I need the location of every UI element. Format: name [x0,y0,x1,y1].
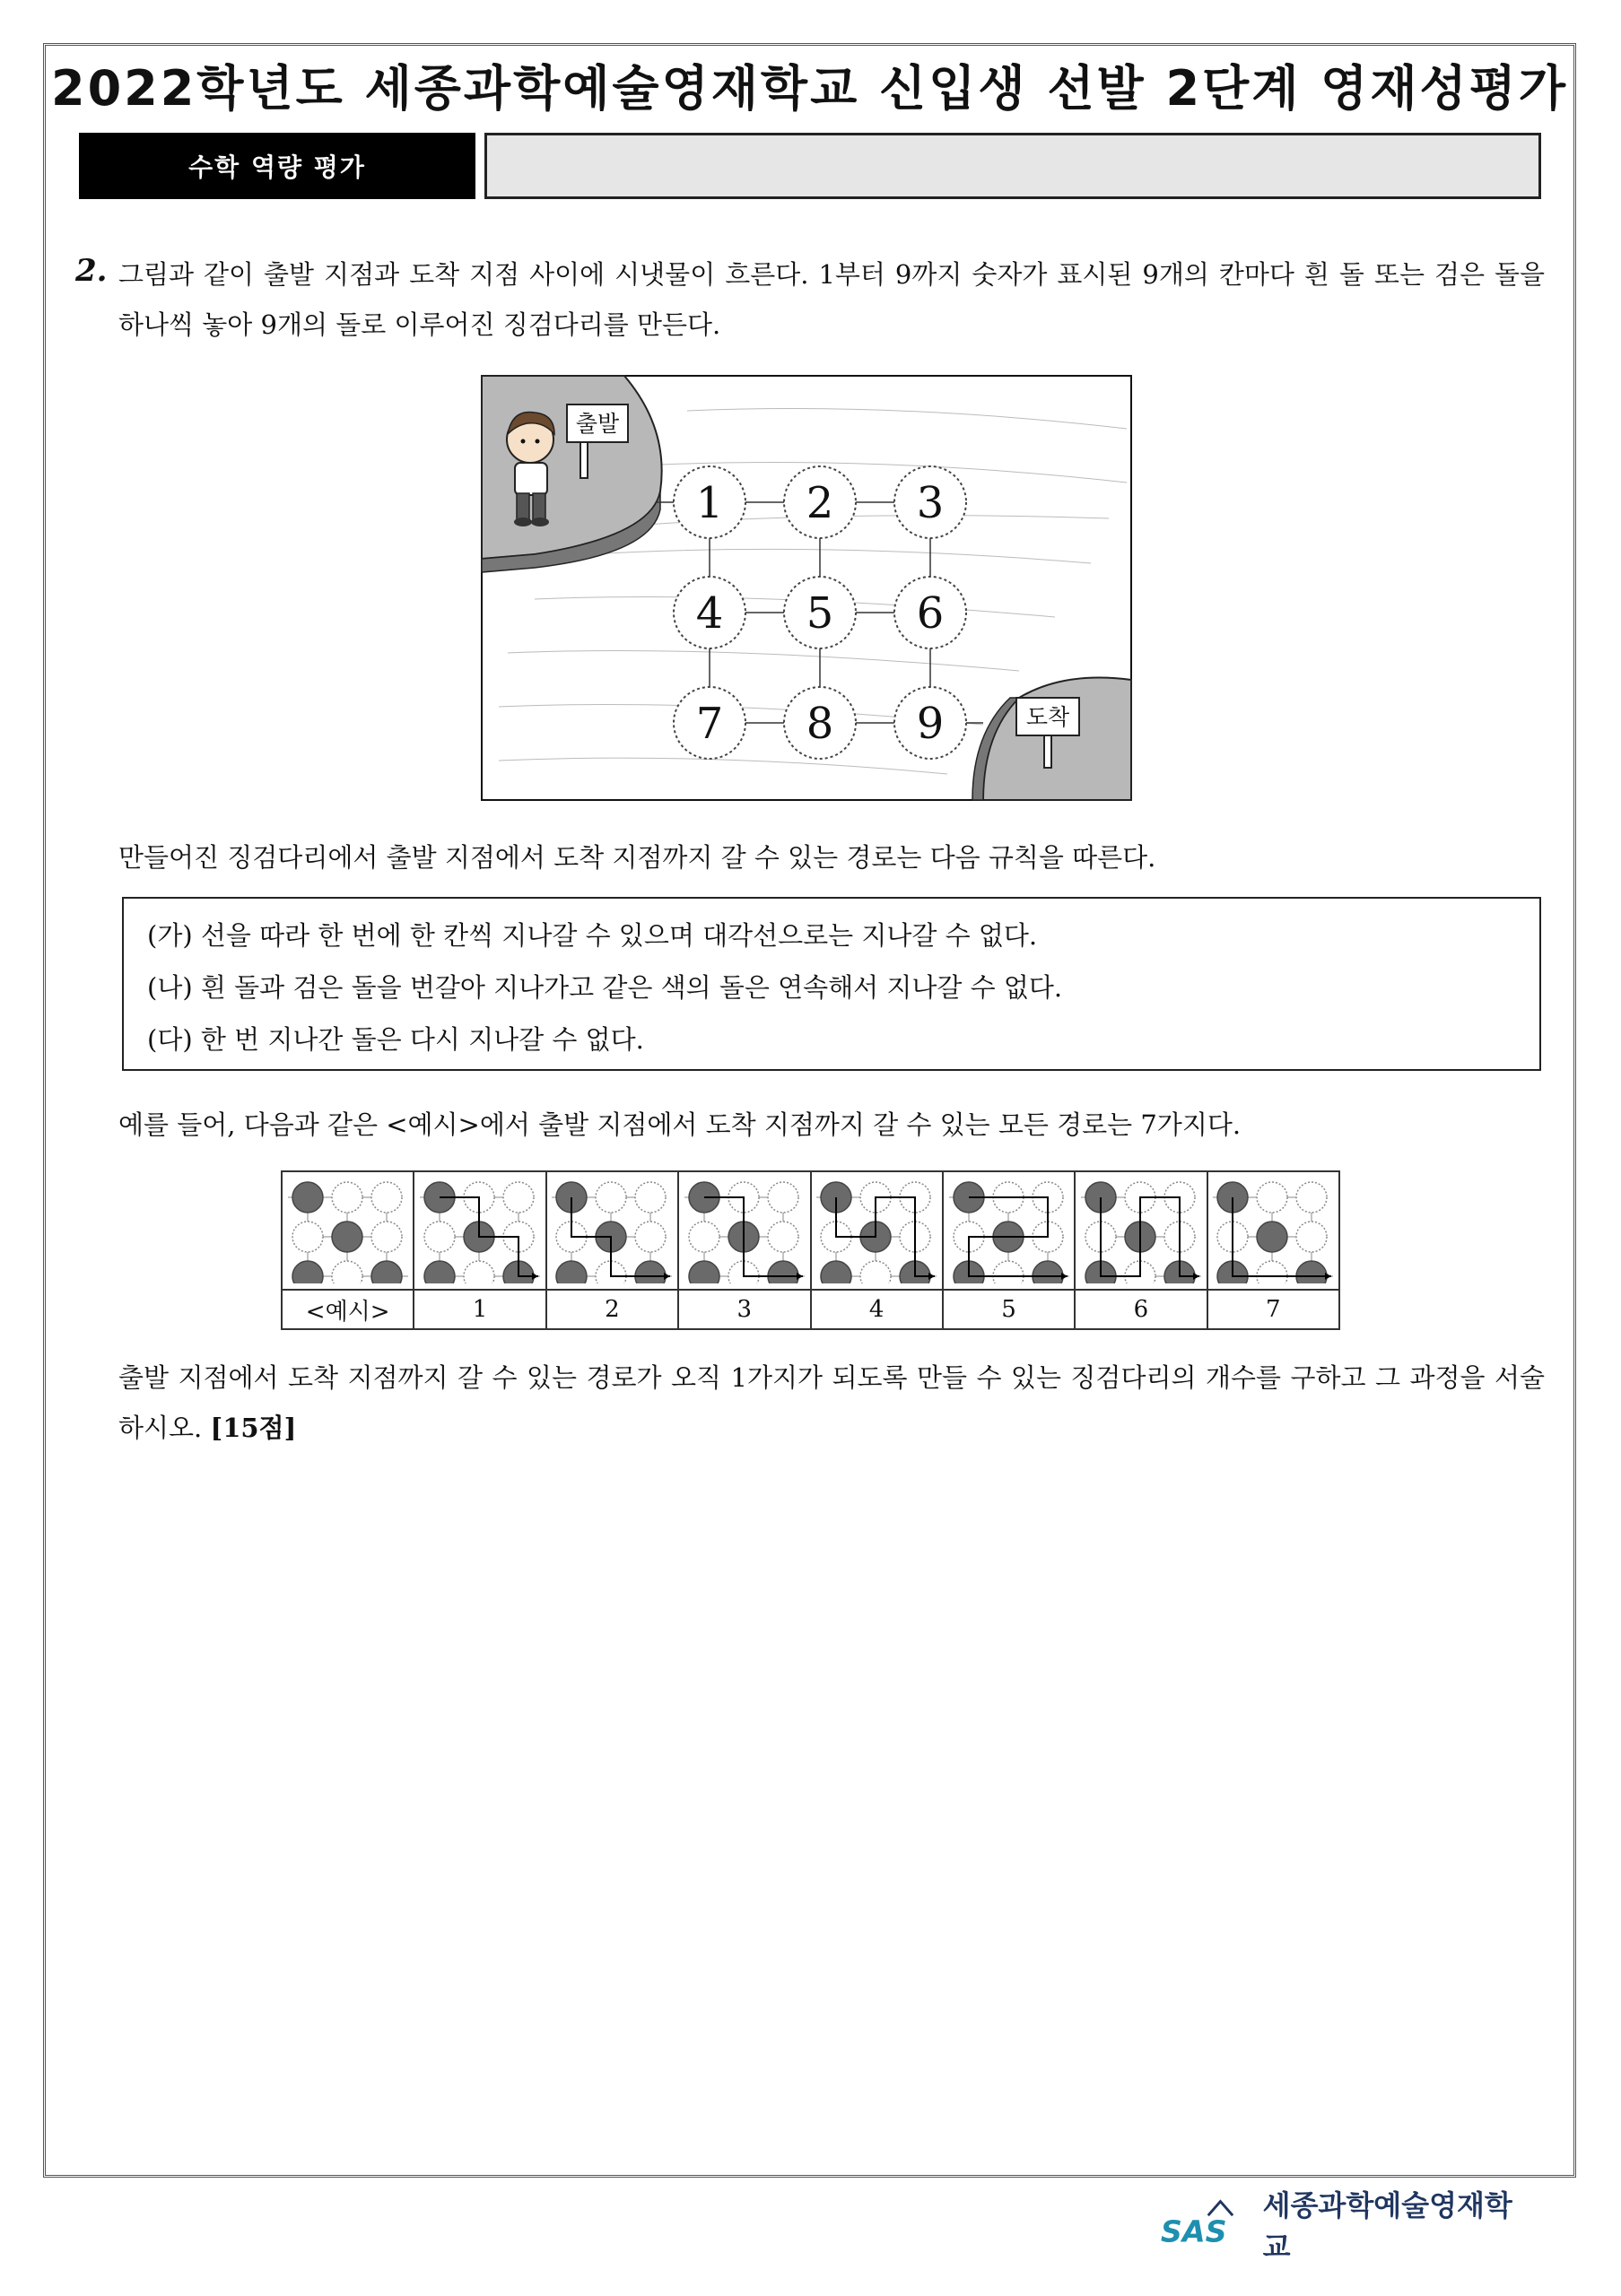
task-score: [15점] [210,1413,297,1443]
black-stone [689,1261,719,1283]
route-arrow-icon [1193,1273,1199,1280]
task-text [118,1352,1545,1453]
sas-logo-icon [1157,2197,1254,2251]
white-stone [424,1222,455,1252]
stone-cell-8 [784,687,856,759]
example-cell [414,1172,546,1328]
rules-box [122,897,1541,1071]
route-arrow-icon [532,1273,538,1280]
white-stone [332,1182,362,1213]
stepping-stone-illustration [481,375,1132,801]
question-intro: 그림과 같이 출발 지점과 도착 지점 사이에 시냇물이 흐른다. 1부터 9까지 숫자가 표시된 9개의 칸마다 흰 돌 또는 검은 돌을 하나씩 놓아 9개의 돌로 이루어진 징검다리를 만든다. [118,259,1545,340]
stone-cell-5 [784,577,856,648]
white-stone [371,1222,402,1252]
rules-intro: 만들어진 징검다리에서 출발 지점에서 도착 지점까지 갈 수 있는 경로는 다음 규칙을 따른다. [118,842,1156,873]
example-grid-6 [1079,1178,1203,1283]
route-arrow-icon [1325,1273,1331,1280]
example-grid-7 [1211,1178,1335,1283]
route-arrow-icon [928,1273,935,1280]
stone-number: 6 [916,588,945,639]
black-stone [424,1261,455,1283]
stone-number: 1 [695,478,724,528]
example-grid-1 [418,1178,542,1283]
school-logo [1157,2188,1534,2264]
example-cell [1208,1172,1338,1328]
example-grid-5 [947,1178,1071,1283]
page-title: 2022학년도 세종과학예술영재학교 신입생 선발 2단계 영재성평가 [51,60,1568,117]
white-stone [332,1261,362,1283]
rule-da: (다) 한 번 지나간 돌은 다시 지나갈 수 없다. [147,1024,644,1055]
white-stone [1257,1182,1287,1213]
section-tag: 수학 역량 평가 [79,133,475,199]
example-grid-0 [286,1178,410,1283]
example-label: 5 [944,1289,1074,1328]
stone-cell-6 [894,577,966,648]
example-label: 4 [812,1289,942,1328]
black-stone [1296,1261,1327,1283]
example-cell [283,1172,414,1328]
stone-cell-2 [784,466,856,538]
white-stone [1296,1222,1327,1252]
white-stone [292,1222,323,1252]
white-stone [596,1182,626,1213]
svg-text:도착: 도착 [1025,704,1070,730]
stone-cell-4 [674,577,745,648]
stone-number: 8 [806,699,834,749]
example-cell [1076,1172,1207,1328]
svg-text:출발: 출발 [575,411,620,437]
black-stone [635,1261,666,1283]
school-name: 세종과학예술영재학교 [1262,2188,1512,2264]
question-number: 2. [75,253,108,289]
black-stone [821,1261,851,1283]
stone-cell-1 [674,466,745,538]
route-arrow-icon [797,1273,803,1280]
example-grid-2 [550,1178,674,1283]
example-cell [547,1172,679,1328]
white-stone [768,1182,798,1213]
example-table [281,1170,1340,1330]
example-cell [944,1172,1076,1328]
example-label: 6 [1076,1289,1206,1328]
route-arrow-icon [1061,1273,1068,1280]
black-stone [768,1261,798,1283]
black-stone [332,1222,362,1252]
white-stone [993,1261,1024,1283]
black-stone [292,1182,323,1213]
example-intro: 예를 들어, 다음과 같은 <예시>에서 출발 지점에서 도착 지점까지 갈 수 있는 모든 경로는 7가지다. [118,1109,1242,1140]
black-stone [292,1261,323,1283]
white-stone [635,1182,666,1213]
section-blank-box [484,133,1541,199]
stone-cell-9 [894,687,966,759]
stone-number: 9 [916,699,945,749]
white-stone [689,1222,719,1252]
rule-na: (나) 흰 돌과 검은 돌을 번갈아 지나가고 같은 색의 돌은 연속해서 지나갈 수 없다. [147,972,1063,1003]
example-grid-3 [683,1178,806,1283]
example-label: 1 [414,1289,545,1328]
example-label: 3 [679,1289,809,1328]
stone-cell-3 [894,466,966,538]
stone-number: 4 [695,588,724,639]
example-label: 2 [547,1289,677,1328]
white-stone [503,1182,534,1213]
white-stone [1296,1182,1327,1213]
example-label: <예시> [283,1289,413,1328]
stone-number: 2 [806,478,834,528]
white-stone [464,1261,494,1283]
stone-number: 7 [695,699,724,749]
black-stone [1033,1261,1063,1283]
white-stone [860,1261,891,1283]
white-stone [1257,1261,1287,1283]
stone-number: 5 [806,588,834,639]
black-stone [556,1261,587,1283]
black-stone [371,1261,402,1283]
svg-text:SAS: SAS [1160,2213,1227,2249]
example-cell [679,1172,811,1328]
example-label: 7 [1208,1289,1338,1328]
task-body: 출발 지점에서 도착 지점까지 갈 수 있는 경로가 오직 1가지가 되도록 만들 수 있는 징검다리의 개수를 구하고 그 과정을 서술하시오. [118,1362,1545,1443]
white-stone [635,1222,666,1252]
example-cell [812,1172,944,1328]
white-stone [371,1182,402,1213]
stone-cell-7 [674,687,745,759]
black-stone [1257,1222,1287,1252]
example-grid-4 [815,1178,938,1283]
white-stone [768,1222,798,1252]
stone-number: 3 [916,478,945,528]
rule-ga: (가) 선을 따라 한 번에 한 칸씩 지나갈 수 있으며 대각선으로는 지나갈 수 없다. [147,920,1038,951]
route-arrow-icon [664,1273,670,1280]
